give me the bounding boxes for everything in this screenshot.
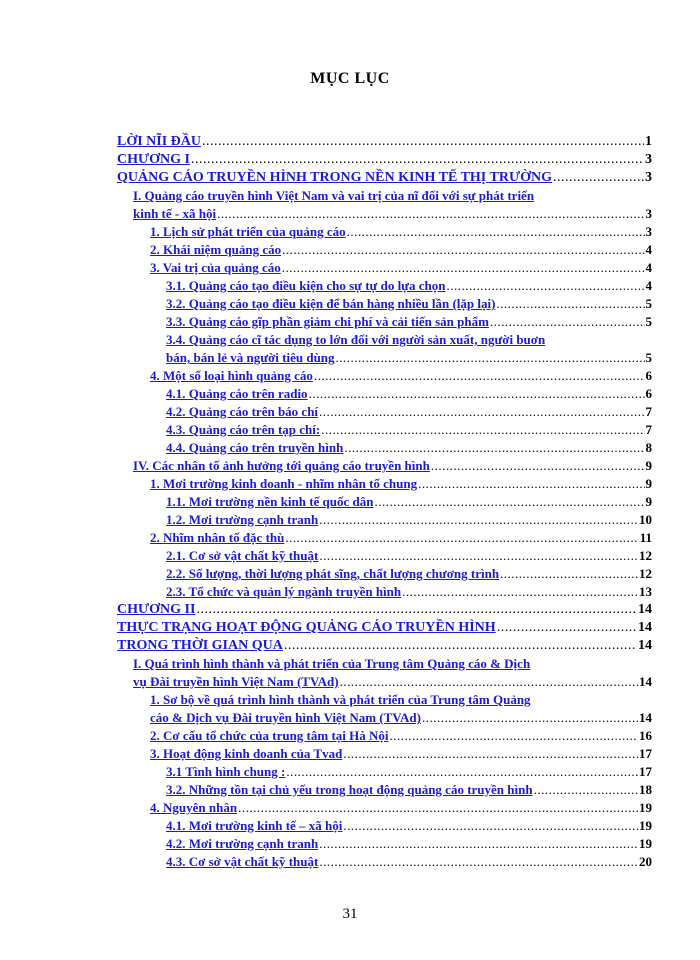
dot-leader — [446, 277, 644, 295]
toc-entry-link[interactable]: 3.4. Quảng cáo cĩ tác dụng to lớn đối với người sản xuất, người buơn — [166, 332, 546, 347]
toc-entry-link[interactable]: 4.2. Quảng cáo trên báo chí — [166, 404, 319, 419]
toc-page-number: 1 — [645, 134, 652, 149]
toc-entry[interactable] — [133, 673, 652, 691]
dot-leader — [286, 763, 638, 781]
dot-leader — [343, 745, 638, 763]
toc-entry-link[interactable]: 2.2. Số lượng, thời lượng phát sĩng, chất lượng chương trình — [166, 566, 500, 581]
dot-leader — [309, 385, 645, 403]
toc-entry[interactable] — [150, 799, 652, 817]
dot-leader — [496, 295, 644, 313]
toc-entry[interactable] — [166, 583, 652, 601]
toc-page-number: 17 — [639, 764, 652, 779]
dot-leader — [217, 205, 644, 223]
dot-leader — [238, 799, 638, 817]
dot-leader — [336, 349, 645, 367]
toc-page-number: 14 — [639, 674, 652, 689]
toc-entry-link[interactable]: 4.4. Quảng cáo trên truyền hình — [166, 440, 344, 455]
toc-entry[interactable] — [150, 241, 652, 259]
toc-entry-link[interactable]: 3.2. Những tồn tại chủ yếu trong hoạt động quảng cáo truyền hình — [166, 782, 533, 797]
toc-entry-link[interactable]: IV. Các nhân tố ảnh hưởng tới quảng cáo truyền hình — [133, 458, 430, 473]
toc-entry[interactable] — [150, 727, 652, 745]
toc-page-number: 19 — [639, 818, 652, 833]
toc-page-number: 11 — [639, 530, 652, 545]
dot-leader — [390, 727, 638, 745]
toc-page-number: 4 — [645, 260, 652, 275]
dot-leader — [284, 637, 637, 655]
dot-leader — [344, 439, 644, 457]
toc-entry[interactable] — [117, 619, 652, 637]
toc-entry-link[interactable]: 1. Mơi trường kinh doanh - nhĩm nhân tố chung — [150, 476, 418, 491]
dot-leader — [553, 169, 644, 187]
toc-entry[interactable] — [166, 763, 652, 781]
toc-entry-link[interactable]: kinh tế - xã hội — [133, 206, 217, 221]
toc-entry-link[interactable]: 2. Nhĩm nhân tố đặc thù — [150, 530, 285, 545]
toc-entry[interactable] — [166, 313, 652, 331]
dot-leader — [319, 547, 638, 565]
toc-entry[interactable] — [117, 601, 652, 619]
dot-leader — [340, 673, 638, 691]
dot-leader — [282, 241, 644, 259]
dot-leader — [191, 151, 644, 169]
dot-leader — [319, 853, 638, 871]
toc-entry-link[interactable]: 4.1. Quảng cáo trên radio — [166, 386, 308, 401]
toc-entry[interactable] — [117, 151, 652, 169]
toc-page-number: 9 — [645, 458, 652, 473]
toc-entry-link[interactable]: 3.1 Tình hình chung : — [166, 764, 286, 779]
toc-entry[interactable] — [166, 277, 652, 295]
toc-page-number: 9 — [645, 476, 652, 491]
toc-entry-link[interactable]: 3. Vai trị của quảng cáo — [150, 260, 281, 275]
toc-page-number: 7 — [645, 422, 652, 437]
toc-entry-link[interactable]: 4.3. Cơ sở vật chất kỹ thuật — [166, 854, 319, 869]
toc-page-number: 18 — [639, 782, 652, 797]
toc-page-number: 8 — [645, 440, 652, 455]
toc-page-number: 6 — [645, 368, 652, 383]
toc-entry-link[interactable]: 1.1. Mơi trường nền kinh tế quốc dân — [166, 494, 374, 509]
toc-entry[interactable] — [150, 223, 652, 241]
toc-entry-link[interactable]: cáo & Dịch vụ Đài truyền hình Việt Nam (TVAd) — [150, 710, 421, 725]
toc-entry-link[interactable]: 1. Lịch sử phát triển của quảng cáo — [150, 224, 346, 239]
toc-entry-link[interactable]: 2. Cơ cấu tổ chức của trung tâm tại Hà Nội — [150, 728, 389, 743]
toc-entry-link[interactable]: THỰC TRẠNG HOẠT ĐỘNG QUẢNG CÁO TRUYỀN HÌNH — [117, 620, 496, 635]
toc-entry-link[interactable]: 2.3. Tổ chức và quản lý ngành truyền hình — [166, 584, 402, 599]
toc-entry[interactable] — [166, 493, 652, 511]
toc-entry[interactable] — [166, 439, 652, 457]
toc-page-number: 6 — [645, 386, 652, 401]
dot-leader — [418, 475, 644, 493]
toc-entry-link[interactable]: TRONG THỜI GIAN QUA — [117, 638, 283, 653]
toc-entry[interactable] — [166, 403, 652, 421]
toc-page-number: 5 — [645, 350, 652, 365]
dot-leader — [431, 457, 645, 475]
toc-entry-link[interactable]: I. Quảng cáo truyền hình Việt Nam và vai trị của nĩ đối với sự phát triển — [133, 188, 535, 203]
toc-entry-link[interactable]: 1.2. Mơi trường cạnh tranh — [166, 512, 319, 527]
toc-page-number: 19 — [639, 836, 652, 851]
dot-leader — [490, 313, 645, 331]
toc-entry-link[interactable]: 4.2. Mơi trường cạnh tranh — [166, 836, 319, 851]
page-number: 31 — [342, 906, 358, 922]
dot-leader — [402, 583, 638, 601]
toc-entry[interactable] — [117, 637, 652, 655]
toc-entry[interactable] — [166, 835, 652, 853]
toc-entry[interactable] — [133, 205, 652, 223]
dot-leader — [319, 835, 638, 853]
dot-leader — [534, 781, 638, 799]
dot-leader — [319, 403, 644, 421]
toc-page-number: 20 — [639, 854, 652, 869]
toc-page-number: 7 — [645, 404, 652, 419]
dot-leader — [285, 529, 638, 547]
dot-leader — [374, 493, 644, 511]
toc-page-number: 19 — [639, 800, 652, 815]
toc-entry[interactable] — [166, 349, 652, 367]
toc-page-number: 3 — [645, 224, 652, 239]
toc-page-number: 3 — [645, 206, 652, 221]
dot-leader — [314, 367, 645, 385]
toc-entry-link[interactable]: bán, bán lẻ và người tiêu dùng — [166, 350, 335, 365]
toc-page-number: 9 — [645, 494, 652, 509]
toc-page-number: 14 — [639, 710, 652, 725]
toc-page-number: 4 — [645, 278, 652, 293]
toc-entry[interactable] — [150, 745, 652, 763]
toc-page-number: 14 — [638, 602, 652, 617]
toc-entry[interactable] — [166, 385, 652, 403]
toc-page-number: 3 — [645, 152, 652, 167]
toc-entry-link[interactable]: 4.3. Quảng cáo trên tạp chí: — [166, 422, 321, 437]
toc-entry-link[interactable]: 3.1. Quảng cáo tạo điều kiện cho sự tự do lựa chọn — [166, 278, 446, 293]
toc-entry[interactable] — [166, 547, 652, 565]
toc-page-number: 4 — [645, 242, 652, 257]
toc-entry-link[interactable]: 1. Sơ bộ về quá trình hình thành và phát triển của Trung tâm Quảng — [150, 692, 531, 707]
dot-leader — [343, 817, 638, 835]
toc-page-number: 5 — [645, 314, 652, 329]
toc-entry[interactable] — [117, 133, 652, 151]
toc-entry[interactable] — [150, 367, 652, 385]
toc-entry-link[interactable]: 4. Một số loại hình quảng cáo — [150, 368, 313, 383]
toc-entry[interactable] — [133, 457, 652, 475]
toc-entry[interactable] — [150, 259, 652, 277]
toc-entry-link[interactable]: QUẢNG CÁO TRUYỀN HÌNH TRONG NỀN KINH TẾ THỊ TRƯỜNG — [117, 170, 552, 185]
toc-entry-link[interactable]: LỜI NĨI ĐẦU — [117, 134, 202, 149]
dot-leader — [422, 709, 638, 727]
dot-leader — [319, 511, 638, 529]
toc-page-number: 12 — [639, 566, 652, 581]
dot-leader — [282, 259, 645, 277]
toc-entry-link[interactable]: 3.3. Quảng cáo gĩp phần giảm chi phí và cải tiến sản phẩm — [166, 314, 489, 329]
toc-page-number: 16 — [639, 728, 652, 743]
toc-entry[interactable] — [166, 781, 652, 799]
toc-entry-link[interactable]: 2. Khái niệm quảng cáo — [150, 242, 282, 257]
toc-entry-link[interactable]: 4.1. Mơi trường kinh tế – xã hội — [166, 818, 343, 833]
toc-page-number: 10 — [639, 512, 652, 527]
toc-page-number: 17 — [639, 746, 652, 761]
dot-leader — [500, 565, 638, 583]
toc-entry-link[interactable]: 2.1. Cơ sở vật chất kỹ thuật — [166, 548, 319, 563]
dot-leader — [321, 421, 644, 439]
toc-entry-link[interactable]: vụ Đài truyền hình Việt Nam (TVAd) — [133, 674, 339, 689]
toc-page-number: 13 — [639, 584, 652, 599]
toc-page-number: 14 — [638, 620, 652, 635]
toc-entry-link[interactable]: CHƯƠNG II — [117, 602, 196, 617]
toc-entry[interactable] — [166, 817, 652, 835]
toc-entry-link[interactable]: CHƯƠNG I — [117, 152, 190, 167]
dot-leader — [347, 223, 645, 241]
toc-page-number: 14 — [638, 638, 652, 653]
toc-page-number: 3 — [645, 170, 652, 185]
dot-leader — [202, 133, 644, 151]
toc-entry[interactable] — [166, 853, 652, 871]
toc-entry[interactable] — [117, 169, 652, 187]
toc-entry[interactable] — [166, 295, 652, 313]
toc-entry[interactable] — [150, 709, 652, 727]
toc-entry[interactable] — [150, 529, 652, 547]
toc-page-number: 12 — [639, 548, 652, 563]
toc-entry[interactable] — [166, 421, 652, 439]
toc-entry[interactable] — [150, 475, 652, 493]
toc-entry-link[interactable]: 3.2. Quảng cáo tạo điều kiện để bán hàng nhiều lần (lặp lại) — [166, 296, 496, 311]
toc-entry-link[interactable]: 3. Hoạt động kinh doanh của Tvad — [150, 746, 343, 761]
page-title: MỤC LỤC — [310, 70, 390, 87]
toc-entry[interactable] — [166, 565, 652, 583]
toc-entry-link[interactable]: 4. Nguyên nhân — [150, 800, 238, 815]
toc-page-number: 5 — [645, 296, 652, 311]
dot-leader — [497, 619, 637, 637]
dot-leader — [196, 601, 637, 619]
toc-entry-link[interactable]: I. Quá trình hình thành và phát triển của Trung tâm Quảng cáo & Dịch — [133, 656, 531, 671]
toc-entry[interactable] — [166, 511, 652, 529]
